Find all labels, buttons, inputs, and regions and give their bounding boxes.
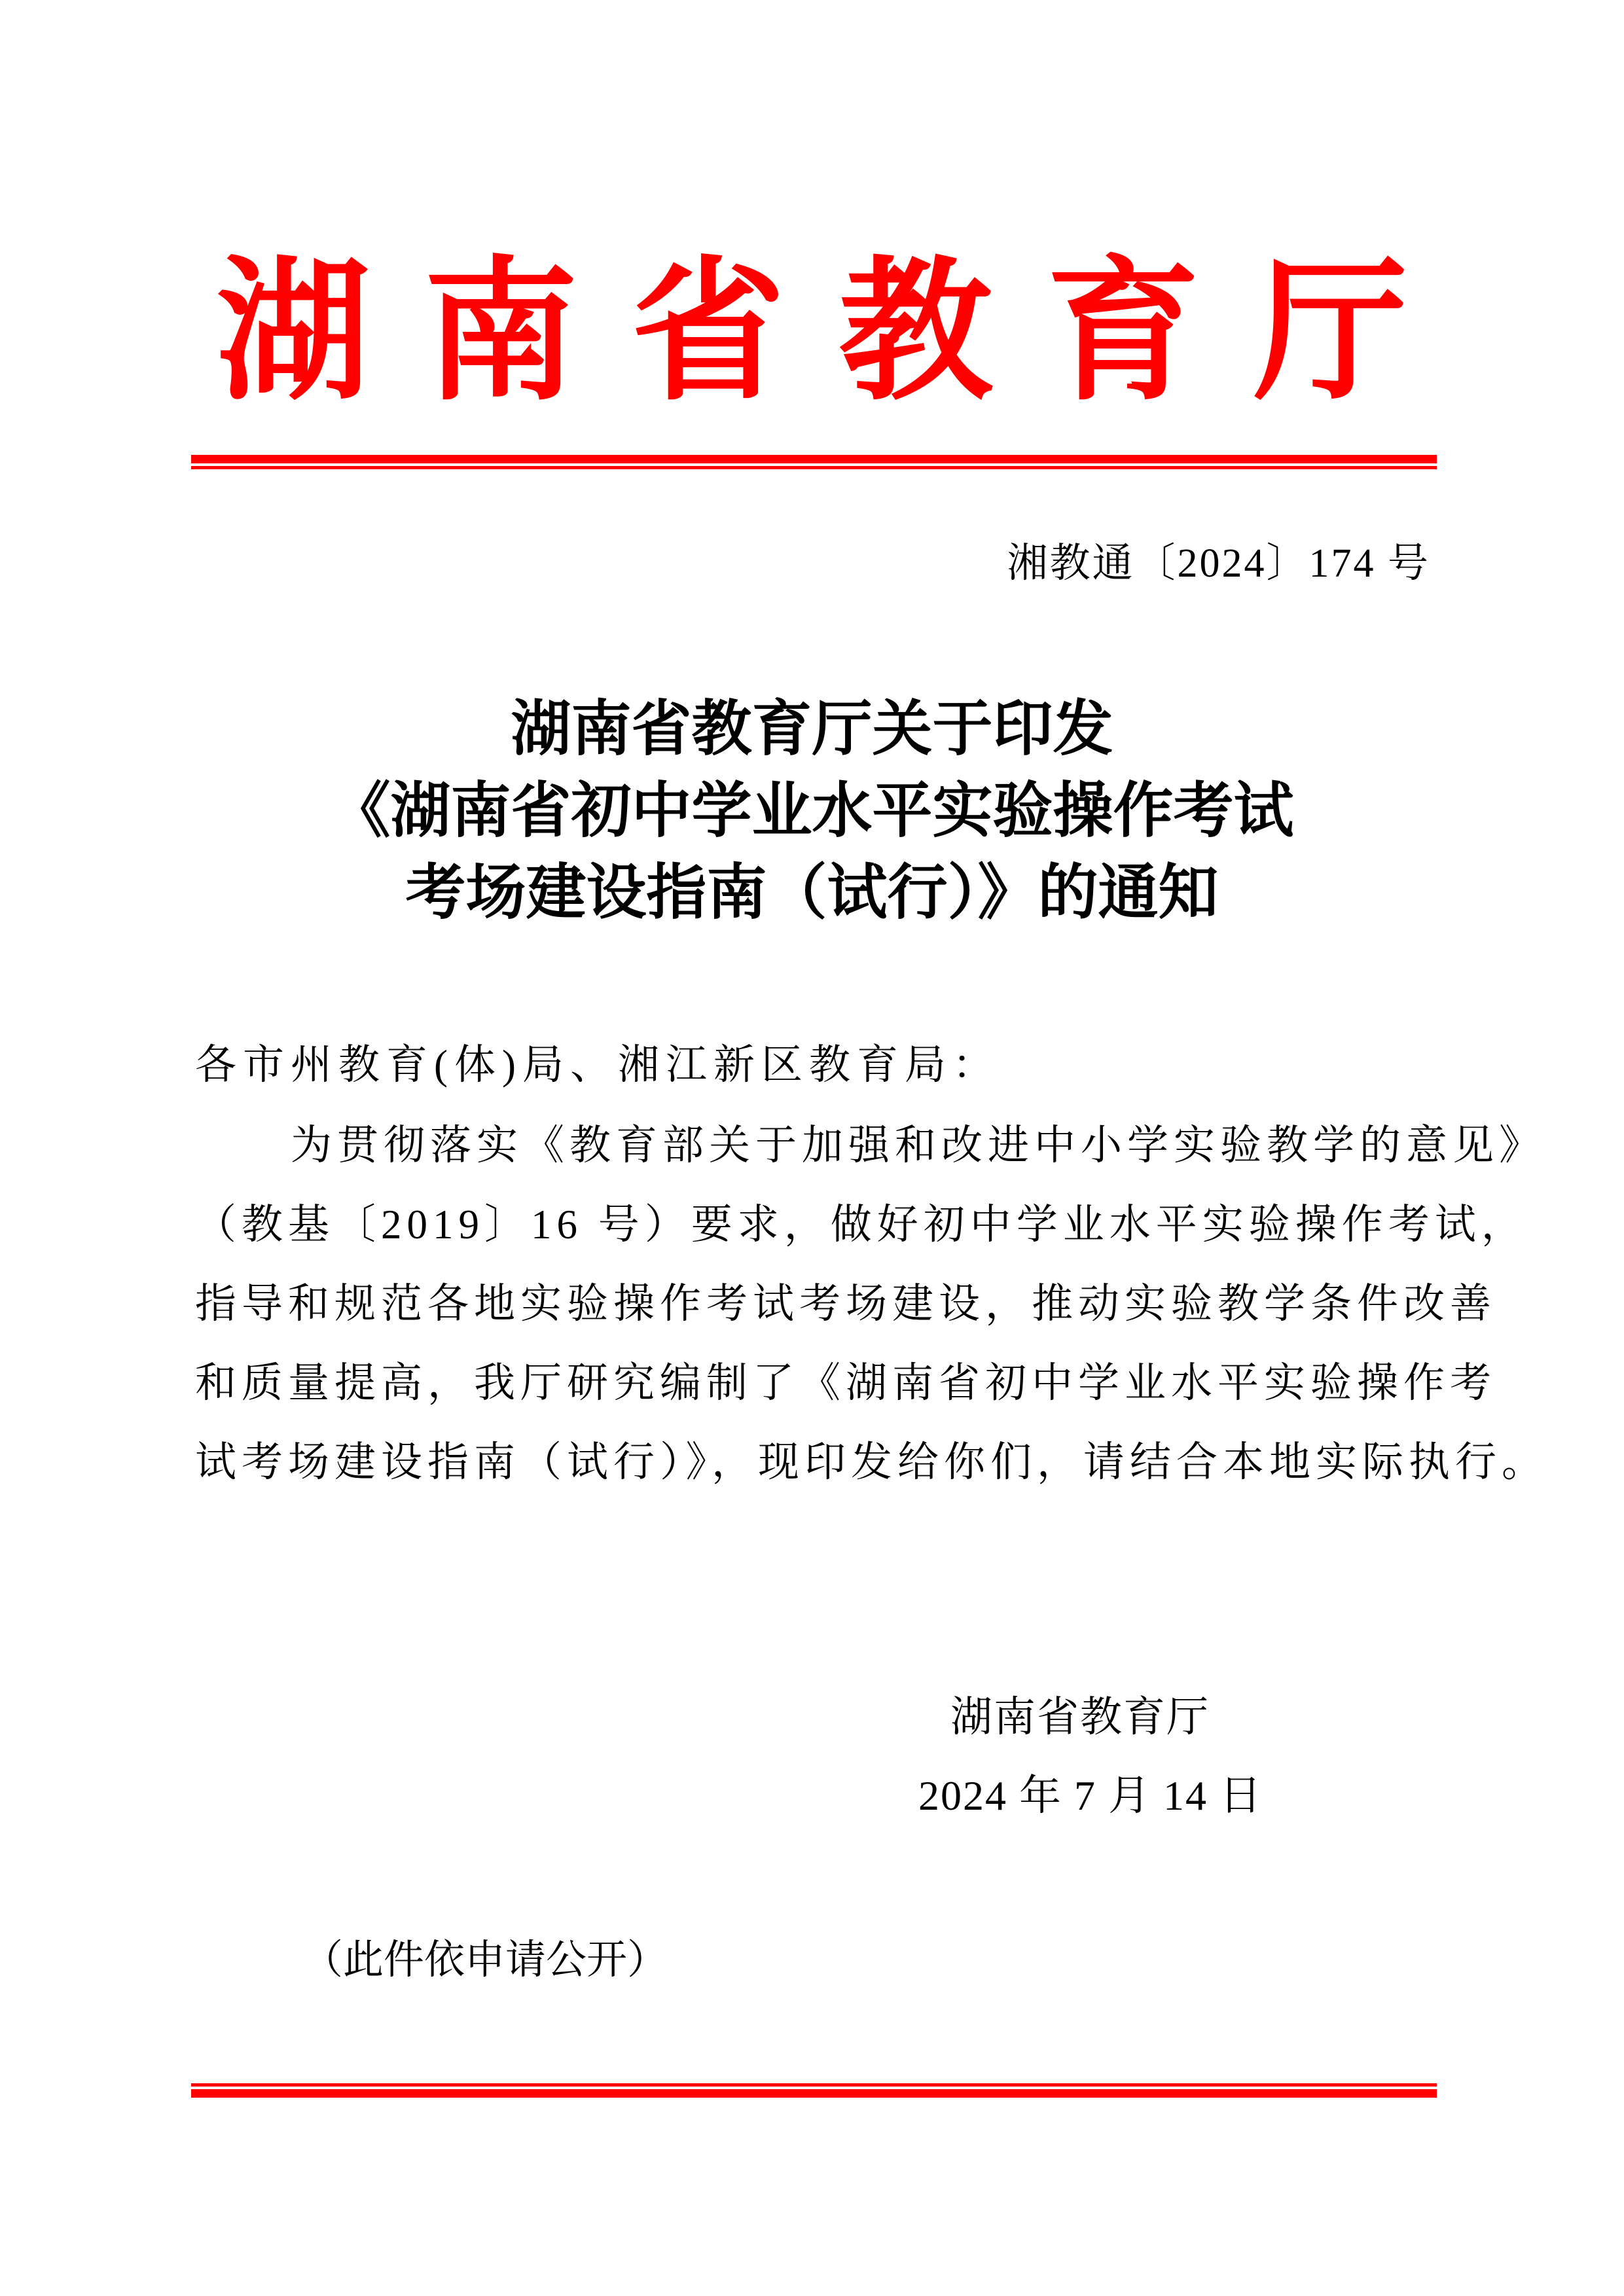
salutation: 各市州教育(体)局、湘江新区教育局： [195, 1042, 1000, 1088]
body-paragraph [195, 1106, 1548, 1502]
issue-date: 2024 年 7 月 14 日 [918, 1772, 1263, 1819]
document-title-line-2: 《湖南省初中学业水平实验操作考试 [330, 778, 1294, 844]
footer-divider-thick [191, 2089, 1437, 2098]
document-number: 湘教通〔2024〕174 号 [1007, 541, 1430, 586]
paragraph-line-5: 试考场建设指南（试行）》，现印发给你们，请结合本地实际执行。 [195, 1439, 1548, 1485]
paragraph-line-2: （教基〔2019〕16 号）要求，做好初中学业水平实验操作考试， [195, 1202, 1528, 1247]
document-title-line-1: 湖南省教育厅关于印发 [511, 696, 1113, 762]
issuer-signature: 湖南省教育厅 [950, 1694, 1210, 1740]
agency-title: 湖南省教育厅 [216, 248, 1462, 418]
paragraph-line-4: 和质量提高，我厅研究编制了《湖南省初中学业水平实验操作考 [195, 1360, 1496, 1406]
paragraph-line-3: 指导和规范各地实验操作考试考场建设，推动实验教学条件改善 [195, 1281, 1496, 1327]
document-title-line-3: 考场建设指南（试行）》的通知 [405, 859, 1219, 926]
header-divider-thick [191, 455, 1437, 463]
document-title [0, 689, 1624, 934]
paragraph-line-1: 为贯彻落实《教育部关于加强和改进中小学实验教学的意见》 [291, 1122, 1545, 1168]
public-disclosure-note: （此件依申请公开） [302, 1938, 668, 1982]
footer-divider-thin [191, 2083, 1437, 2087]
header-divider-thin [191, 466, 1437, 469]
